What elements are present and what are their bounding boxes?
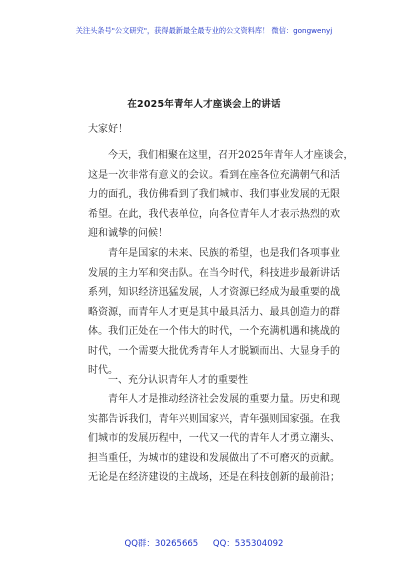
- paragraph-1: [88, 146, 354, 244]
- section-heading-text: 一、充分认识青年人才的重要性: [108, 375, 248, 386]
- paragraph-line: 们城市的发展历程中，一代又一代的青年人才勇立潮头、: [88, 433, 340, 444]
- paragraph-line: 时代，一个需要大批优秀青年人才脱颖而出、大显身手的: [88, 345, 340, 357]
- paragraph-line: 时代。: [88, 365, 118, 376]
- footer-contact: [0, 537, 408, 549]
- paragraph-line: 希望。在此，我代表单位，向各位青年人才表示热烈的欢: [88, 208, 340, 220]
- paragraph-line: 青年是国家的未来、民族的希望，也是我们各项事业: [108, 248, 340, 259]
- document-title: 在2025年青年人才座谈会上的讲话: [127, 99, 281, 110]
- paragraph-line: 这是一次非常有意义的会议。看到在座各位充满朝气和活: [88, 169, 340, 181]
- paragraph-3: [88, 390, 340, 488]
- paragraph-line: 实都告诉我们，青年兴则国家兴，青年强则国家强。在我: [88, 413, 340, 425]
- paragraph-line: 力的面孔，我仿佛看到了我们城市、我们事业发展的无限: [88, 189, 340, 200]
- paragraph-2: [88, 244, 340, 381]
- paragraph-line: 体。我们正处在一个伟大的时代，一个充满机遇和挑战的: [88, 326, 340, 337]
- paragraph-line: 略资源，而青年人才更是其中最具活力、最具创造力的群: [88, 306, 340, 318]
- header-banner[interactable]: 关注头条号"公文研究"，获得最新最全最专业的公文资料库！ 微信：gongwenyj: [75, 26, 333, 35]
- paragraph-line: 无论是在经济建设的主战场，还是在科技创新的最前沿；: [88, 472, 340, 483]
- greeting: [88, 120, 340, 140]
- paragraph-line: 担当重任，为城市的建设和发展做出了不可磨灭的贡献。: [88, 452, 340, 464]
- footer-qq-group[interactable]: QQ群：30265665: [124, 539, 199, 549]
- paragraph-line: 发展的主力军和突击队。在当今时代，科技进步最新讲话: [88, 267, 340, 279]
- greeting-line: 大家好！: [88, 124, 128, 135]
- section-heading-1: [88, 371, 340, 391]
- paragraph-line: 今天，我们相聚在这里，召开2025年青年人才座谈会，: [108, 150, 354, 161]
- footer-qq[interactable]: QQ：535304092: [212, 539, 284, 549]
- paragraph-line: 系列，知识经济迅猛发展，人才资源已经成为最重要的战: [88, 287, 340, 298]
- paragraph-line: 迎和诚挚的问候！: [88, 228, 168, 239]
- paragraph-line: 青年人才是推动经济社会发展的重要力量。历史和现: [108, 394, 340, 405]
